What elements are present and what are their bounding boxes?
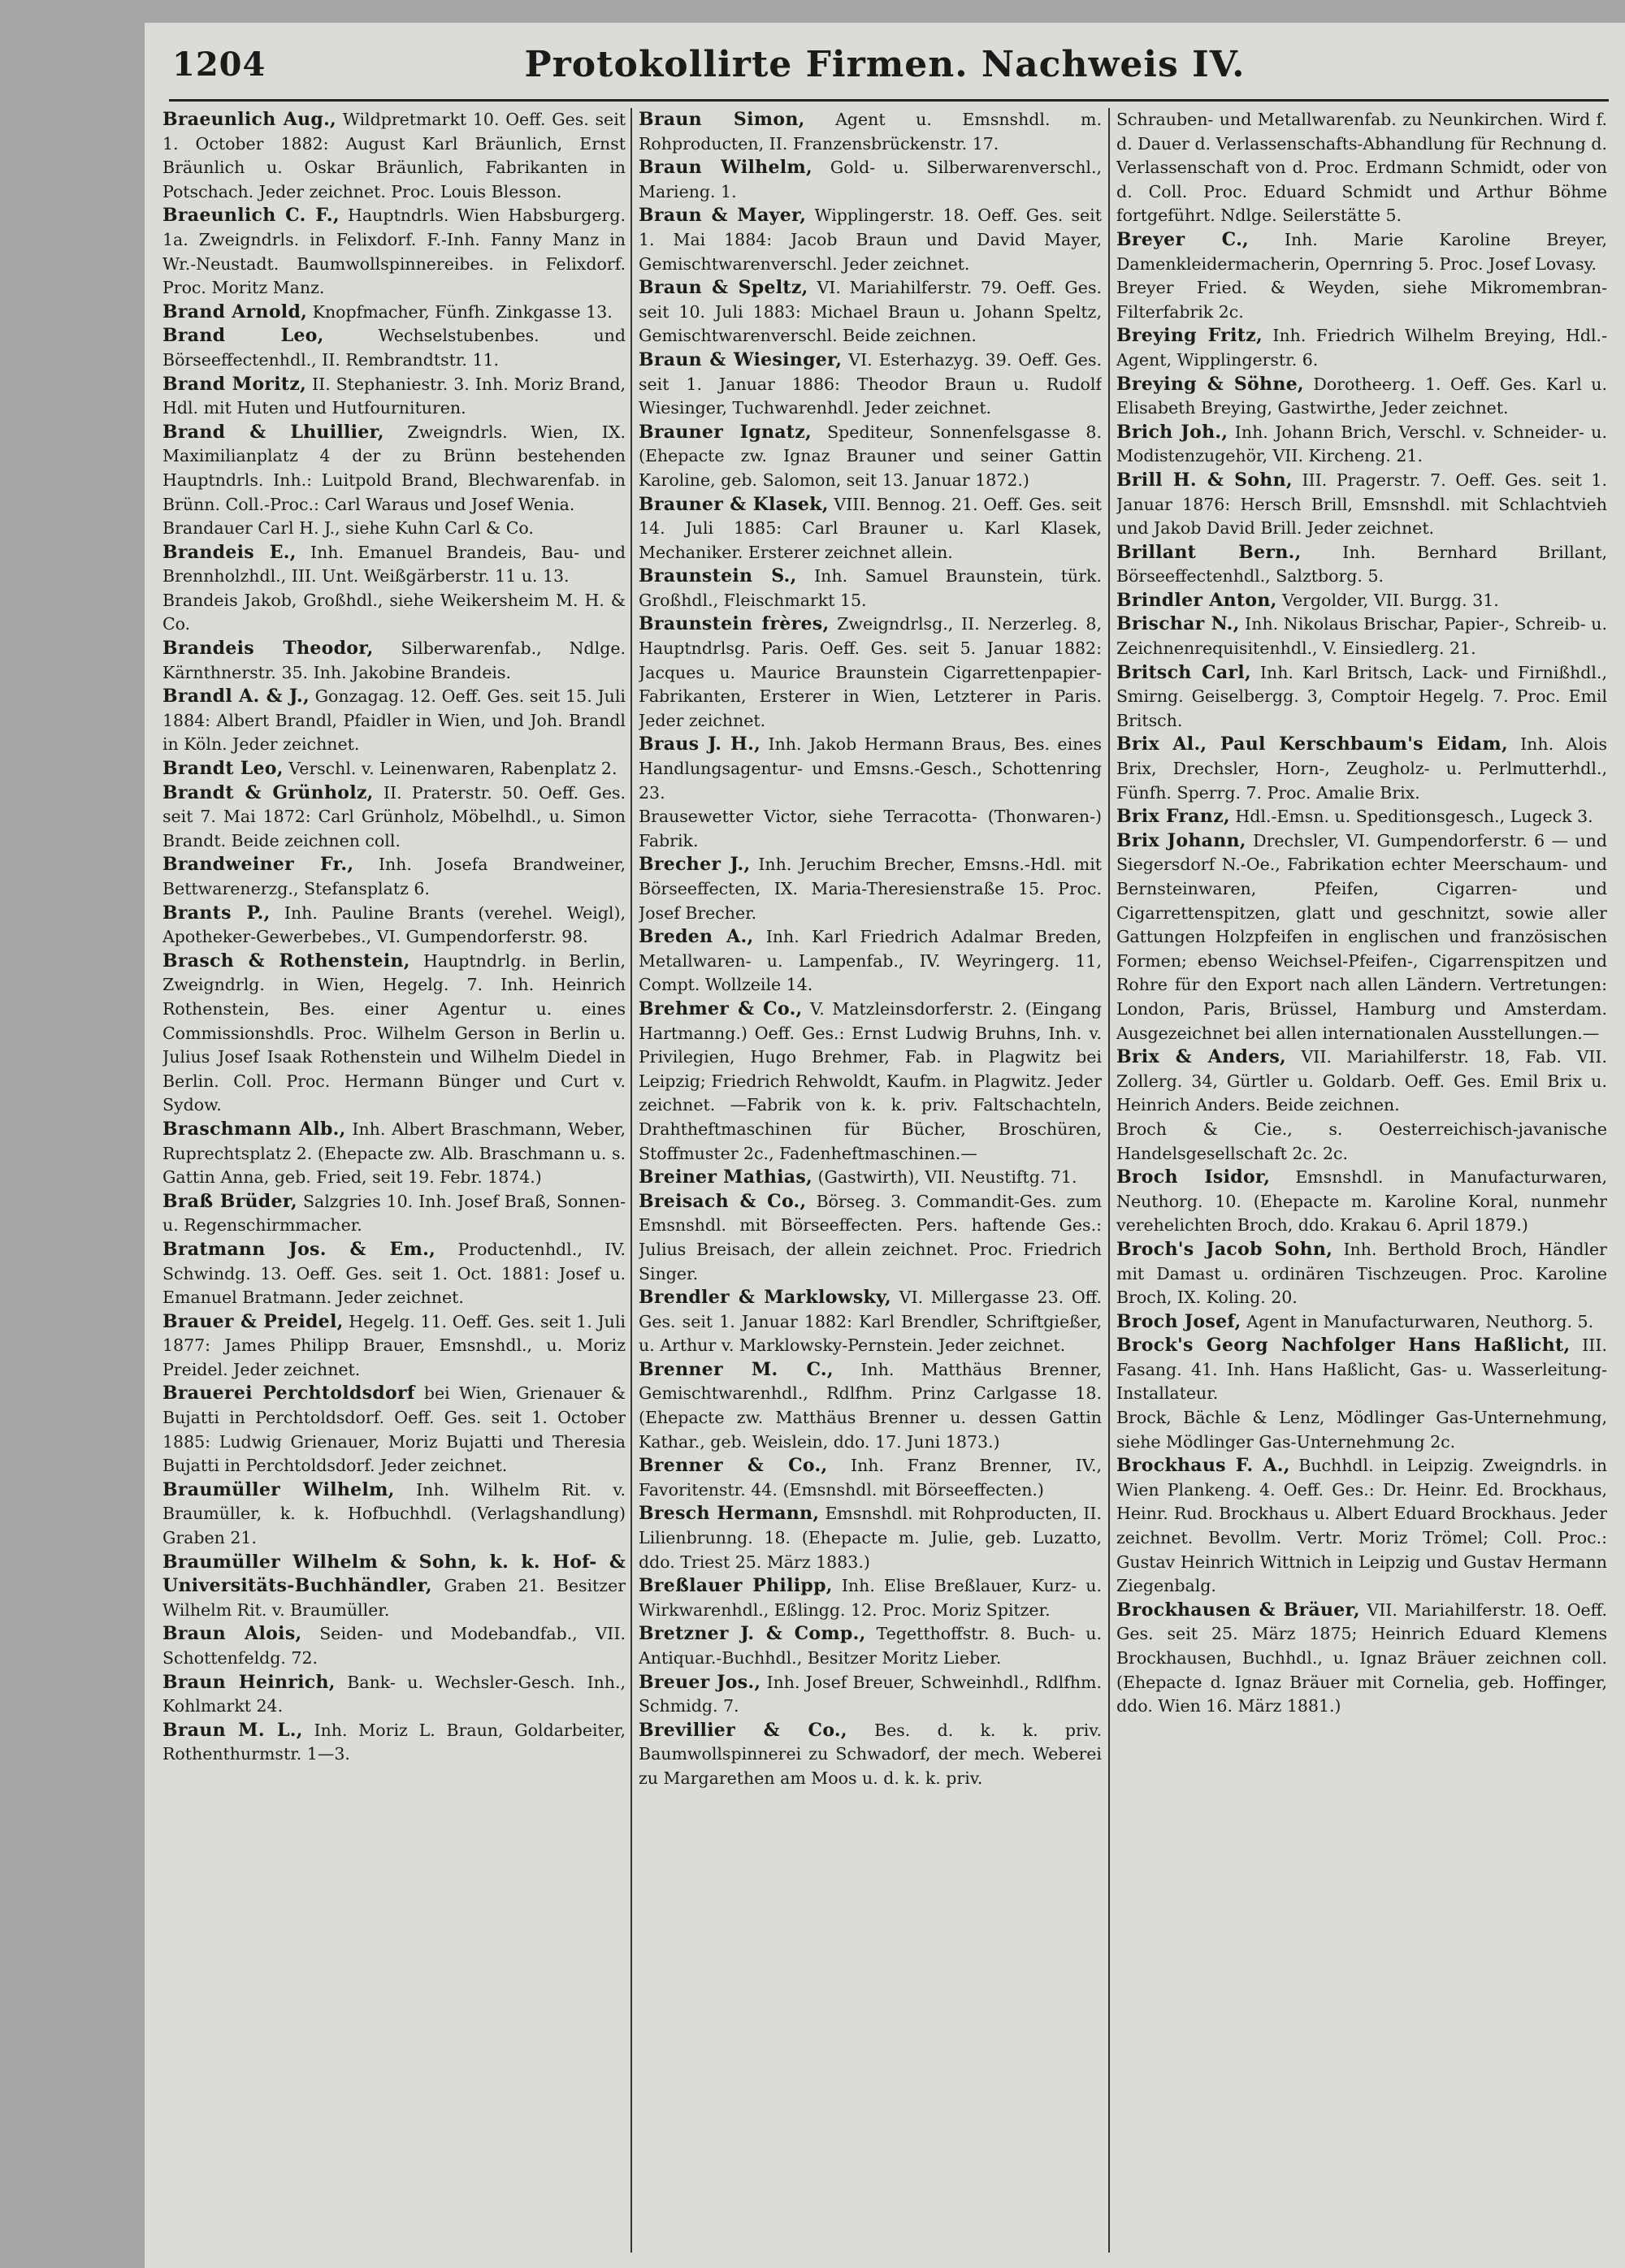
firm-name: Brandeis E.,	[162, 541, 297, 563]
firm-name: Braeunlich Aug.,	[162, 109, 336, 130]
firm-details: Inh. Emanuel Brandeis, Bau- und Brennholzhdl., III. Unt. Weißgärberstr. 11 u. 13.	[162, 542, 626, 586]
firm-details: Schrauben- und Metallwarenfab. zu Neunkirchen. Wird f. d. Dauer d. Verlassenschafts-Abhandlung für Rechnung d. Verlassenschaft von d. Proc. Erdmann Schmidt, oder von d. Coll. Proc. Eduard Schmidt und Arthur Böhme fortgeführt. Ndlge. Seilerstätte 5.	[1116, 110, 1607, 226]
firm-details: Buchhdl. in Leipzig. Zweigndrls. in Wien Plankeng. 4. Oeff. Ges.: Dr. Heinr. Ed. Brockhaus, Heinr. Rud. Brockhaus u. Albert Eduard Brockhaus. Jeder zeichnet. Bevollm. Vertr. Moriz Trömel; Coll. Proc.: Gustav Heinrich Wittnich in Leipzig und Gustav Hermann Ziegenbalg.	[1116, 1456, 1607, 1596]
firm-details: VII. Mariahilferstr. 18, Fab. VII. Zollerg. 34, Gürtler u. Goldarb. Oeff. Ges. Emil Brix u. Heinrich Anders. Beide zeichnen.	[1116, 1047, 1607, 1115]
firm-name: Braun Wilhelm,	[639, 157, 812, 179]
firm-details: Inh. Johann Brich, Verschl. v. Schneider- u. Modistenzugehör, VII. Kircheng. 21.	[1116, 422, 1607, 466]
directory-entry	[1116, 469, 1607, 541]
directory-entry	[639, 276, 1102, 348]
firm-details: Seiden- und Modebandfab., VII. Schottenfeldg. 72.	[162, 1624, 626, 1668]
directory-entry	[162, 1671, 626, 1719]
firm-details: Bes. d. k. k. priv. Baumwollspinnerei zu Schwadorf, der mech. Weberei zu Margarethen am Moos u. d. k. k. priv.	[639, 1720, 1102, 1788]
column-1	[162, 108, 626, 2253]
firm-name: Braun & Wiesinger,	[639, 348, 843, 370]
directory-entry	[1116, 805, 1607, 829]
firm-name: Brand Leo,	[162, 325, 324, 347]
directory-entry	[639, 348, 1102, 421]
firm-name: Brand & Lhuillier,	[162, 421, 384, 443]
firm-name: Brischar N.,	[1116, 613, 1240, 635]
firm-name: Brauner Ignatz,	[639, 421, 812, 443]
directory-page	[145, 23, 1625, 2268]
directory-entry	[1116, 1045, 1607, 1118]
firm-name: Brecher J.,	[639, 854, 751, 876]
firm-details: Inh. Nikolaus Brischar, Papier-, Schreib- u. Zeichnenrequisitenhdl., V. Einsiedlerg. 21.	[1116, 614, 1607, 659]
directory-entry	[639, 612, 1102, 733]
firm-details: Inh. Karl Britsch, Lack- und Firnißhdl., Smirng. Geiselbergg. 3, Comptoir Hegelg. 7. Proc. Emil Britsch.	[1116, 662, 1607, 730]
firm-details: III. Pragerstr. 7. Oeff. Ges. seit 1. Januar 1876: Hersch Brill, Emsnshdl. mit Schlachtvieh und Jakob David Brill. Jeder zeichnet.	[1116, 470, 1607, 539]
page-number: 1204	[172, 45, 266, 84]
firm-name: Brix Al., Paul Kerschbaum's Eidam,	[1116, 734, 1508, 755]
firm-details: Emsnshdl. mit Rohproducten, II. Lilienbrunng. 18. (Ehepacte m. Julie, geb. Luzatto, ddo. Triest 25. März 1883.)	[639, 1504, 1102, 1572]
directory-entry	[162, 301, 626, 325]
firm-name: Brenner M. C.,	[639, 1358, 834, 1380]
directory-entry	[162, 108, 626, 204]
directory-entry	[639, 1574, 1102, 1622]
firm-name: Brindler Anton,	[1116, 589, 1277, 611]
directory-entry	[1116, 733, 1607, 805]
firm-details: V. Matzleinsdorferstr. 2. (Eingang Hartmanng.) Oeff. Ges.: Ernst Ludwig Bruhns, Inh. v. Privilegien, Hugo Brehmer, Fab. in Plagwitz bei Leipzig; Friedrich Rehwoldt, Kaufm. in Plagwitz. Jeder zeichnet. —Fabrik von k. k. priv. Faltschachteln, Drahtheftmaschinen für Bücher, Broschüren, Stoffmuster 2c., Fadenheftmaschinen.—	[639, 998, 1102, 1163]
directory-entry	[162, 1238, 626, 1310]
directory-entry	[1116, 589, 1607, 613]
directory-entry	[1116, 421, 1607, 469]
directory-entry	[162, 685, 626, 757]
directory-entry	[162, 373, 626, 421]
firm-details: VIII. Bennog. 21. Oeff. Ges. seit 14. Juli 1885: Carl Brauner u. Karl Klasek, Mechaniker. Ersterer zeichnet allein.	[639, 494, 1102, 562]
firm-name: Bresch Hermann,	[639, 1503, 820, 1525]
firm-name: Braumüller Wilhelm,	[162, 1478, 395, 1500]
directory-entry	[639, 1671, 1102, 1719]
firm-details: II. Stephaniestr. 3. Inh. Moriz Brand, Hdl. mit Huten und Hutfournituren.	[162, 374, 626, 418]
directory-entry	[162, 1551, 626, 1623]
firm-name: Braun & Mayer,	[639, 205, 807, 227]
firm-name: Brandt Leo,	[162, 758, 284, 780]
firm-name: Breden A.,	[639, 926, 754, 948]
firm-details: Hegelg. 11. Oeff. Ges. seit 1. Juli 1877: James Philipp Brauer, Emsnshdl., u. Moriz Preidel. Jeder zeichnet.	[162, 1311, 626, 1379]
firm-details: Inh. Pauline Brants (verehel. Weigl), Apotheker-Gewerbebes., VI. Gumpendorferstr. 98.	[162, 902, 626, 947]
firm-details: Zweigndrlsg., II. Nerzerleg. 8, Hauptndrlsg. Paris. Oeff. Ges. seit 5. Januar 1882: Jacques u. Maurice Braunstein Cigarrettenpapier-Fabrikanten, Ersterer in Wien, Letzterer in Paris. Jeder zeichnet.	[639, 614, 1102, 730]
directory-entry	[1116, 1310, 1607, 1335]
directory-entry	[1116, 276, 1607, 324]
firm-name: Brix Johann,	[1116, 829, 1246, 851]
firm-details: Inh. Wilhelm Rit. v. Braumüller, k. k. Hofbuchhdl. (Verlagshandlung) Graben 21.	[162, 1479, 626, 1548]
firm-details: Broch & Cie., s. Oesterreichisch-javanische Handelsgesellschaft 2c. 2c.	[1116, 1119, 1607, 1163]
directory-entry	[162, 1719, 626, 1767]
firm-details: Salzgries 10. Inh. Josef Braß, Sonnen- u. Regenschirmmacher.	[162, 1191, 626, 1236]
directory-entry	[162, 1118, 626, 1190]
firm-name: Brandeis Theodor,	[162, 638, 374, 660]
firm-name: Brill H. & Sohn,	[1116, 469, 1293, 491]
directory-entry	[162, 757, 626, 781]
firm-details: Productenhdl., IV. Schwindg. 13. Oeff. Ges. seit 1. Oct. 1881: Josef u. Emanuel Bratmann. Jeder zeichnet.	[162, 1239, 626, 1308]
firm-details: Inh. Josef Breuer, Schweinhdl., Rdlfhm. Schmidg. 7.	[639, 1672, 1102, 1716]
firm-details: Inh. Friedrich Wilhelm Breying, Hdl.-Agent, Wipplingerstr. 6.	[1116, 326, 1607, 370]
directory-entry	[162, 1382, 626, 1478]
firm-name: Braunstein S.,	[639, 565, 797, 587]
directory-entry	[639, 1286, 1102, 1358]
directory-entry	[162, 950, 626, 1118]
directory-entry	[162, 1190, 626, 1238]
firm-details: VII. Mariahilferstr. 18. Oeff. Ges. seit 25. März 1875; Heinrich Eduard Klemens Brockhausen, Buchhdl., u. Ignaz Bräuer zeichnen coll. (Ehepacte d. Ignaz Bräuer mit Cornelia, geb. Hoffinger, ddo. Wien 16. März 1881.)	[1116, 1599, 1607, 1716]
firm-name: Brock's Georg Nachfolger Hans Haßlicht,	[1116, 1335, 1571, 1357]
firm-name: Brauner & Klasek,	[639, 493, 829, 515]
directory-entry	[1116, 324, 1607, 372]
firm-name: Braun Alois,	[162, 1623, 302, 1645]
firm-details: Emsnshdl. in Manufacturwaren, Neuthorg. 10. (Ehepacte m. Karoline Koral, nunmehr verehelichten Broch, ddo. Krakau 6. April 1879.)	[1116, 1167, 1607, 1236]
directory-entry	[1116, 108, 1607, 228]
firm-details: Inh. Albert Braschmann, Weber, Ruprechtsplatz 2. (Ehepacte zw. Alb. Braschmann u. s. Gattin Anna, geb. Fried, seit 19. Febr. 1874.)	[162, 1119, 626, 1188]
directory-entry	[639, 805, 1102, 853]
directory-entry	[639, 1719, 1102, 1791]
firm-details: Inh. Moriz L. Braun, Goldarbeiter, Rothenthurmstr. 1—3.	[162, 1720, 626, 1764]
directory-entry	[162, 1622, 626, 1670]
firm-name: Breying & Söhne,	[1116, 373, 1304, 395]
firm-name: Brix Franz,	[1116, 806, 1230, 828]
directory-entry	[162, 204, 626, 300]
firm-name: Brehmer & Co.,	[639, 998, 803, 1019]
directory-entry	[639, 1358, 1102, 1454]
firm-name: Brauerei Perchtoldsdorf	[162, 1383, 415, 1405]
firm-details: Inh. Alois Brix, Drechsler, Horn-, Zeugholz- u. Perlmutterhdl., Fünfh. Sperrg. 7. Proc. Amalie Brix.	[1116, 734, 1607, 803]
firm-details: Brausewetter Victor, siehe Terracotta- (Thonwaren-) Fabrik.	[639, 807, 1102, 850]
directory-entry	[1116, 661, 1607, 734]
directory-entry	[1116, 1334, 1607, 1406]
directory-entry	[639, 853, 1102, 925]
firm-details: (Gastwirth), VII. Neustiftg. 71.	[817, 1167, 1077, 1188]
firm-name: Braun Simon,	[639, 109, 805, 130]
firm-name: Bratmann Jos. & Em.,	[162, 1238, 436, 1260]
directory-entry	[162, 781, 626, 854]
firm-name: Brenner & Co.,	[639, 1455, 828, 1477]
firm-name: Breßlauer Philipp,	[639, 1575, 833, 1597]
firm-name: Braun Heinrich,	[162, 1671, 336, 1693]
firm-details: Vergolder, VII. Burgg. 31.	[1282, 590, 1499, 610]
firm-details: Brandauer Carl H. J., siehe Kuhn Carl & Co.	[162, 518, 534, 539]
directory-entry	[162, 324, 626, 372]
directory-entry	[639, 1190, 1102, 1286]
firm-details: VI. Esterhazyg. 39. Oeff. Ges. seit 1. Januar 1886: Theodor Braun u. Rudolf Wiesinger, Tuchwarenhdl. Jeder zeichnet.	[639, 349, 1102, 418]
firm-details: Agent in Manufacturwaren, Neuthorg. 5.	[1246, 1311, 1594, 1331]
page-header	[145, 23, 1625, 104]
firm-name: Brich Joh.,	[1116, 421, 1228, 443]
column-3	[1116, 108, 1607, 2253]
directory-entry	[1116, 1454, 1607, 1599]
directory-entry	[1116, 1118, 1607, 1166]
firm-details: Inh. Franz Brenner, IV., Favoritenstr. 44. (Emsnshdl. mit Börseeffecten.)	[639, 1456, 1102, 1500]
firm-details: Dorotheerg. 1. Oeff. Ges. Karl u. Elisabeth Breying, Gastwirthe, Jeder zeichnet.	[1116, 374, 1607, 418]
firm-details: Agent u. Emsnshdl. m. Rohproducten, II. Franzensbrückenstr. 17.	[639, 110, 1102, 154]
directory-entry	[1116, 228, 1607, 276]
firm-details: Inh. Matthäus Brenner, Gemischtwarenhdl., Rdlfhm. Prinz Carlgasse 18. (Ehepacte zw. Matthäus Brenner u. dessen Gattin Kathar., geb. Weislein, ddo. 17. Juni 1873.)	[639, 1359, 1102, 1452]
firm-details: Verschl. v. Leinenwaren, Rabenplatz 2.	[288, 759, 618, 779]
firm-details: Knopfmacher, Fünfh. Zinkgasse 13.	[312, 301, 613, 322]
firm-name: Brockhaus F. A.,	[1116, 1455, 1290, 1477]
firm-details: Wildpretmarkt 10. Oeff. Ges. seit 1. October 1882: August Karl Bräunlich, Ernst Bräunlich u. Oskar Bräunlich, Fabrikanten in Potschach. Jeder zeichnet. Proc. Louis Blesson.	[162, 110, 626, 201]
header-rule	[169, 99, 1609, 102]
directory-entry	[1116, 373, 1607, 421]
firm-name: Brix & Anders,	[1116, 1046, 1286, 1068]
directory-entry	[1116, 1406, 1607, 1454]
firm-name: Broch's Jacob Sohn,	[1116, 1238, 1333, 1260]
firm-details: Inh. Karl Friedrich Adalmar Breden, Metallwaren- u. Lampenfab., IV. Weyringerg. 11, Compt. Wollzeile 14.	[639, 927, 1102, 995]
firm-name: Braus J. H.,	[639, 734, 761, 755]
directory-entry	[162, 637, 626, 685]
directory-entry	[162, 853, 626, 901]
firm-details: Gold- u. Silberwarenverschl., Marieng. 1.	[639, 158, 1102, 201]
firm-name: Brand Arnold,	[162, 301, 308, 322]
firm-name: Brauer & Preidel,	[162, 1310, 344, 1332]
column-divider	[630, 108, 632, 2253]
directory-entry	[162, 421, 626, 517]
directory-entry	[1116, 829, 1607, 1045]
firm-details: Drechsler, VI. Gumpendorferstr. 6 — und Siegersdorf N.-Oe., Fabrikation echter Meerschaum- und Bernsteinwaren, Pfeifen, Cigarren- und Cigarrettenspitzen, glatt und geschnitzt, sowie aller Gattungen Holzpfeifen in englischen und französischen Formen; ebenso Weichsel-Pfeifen-, Cigarrenspitzen und Rohre für den Export nach allen Ländern. Vertretungen: London, Paris, Brüssel, Hamburg und Amsterdam. Ausgezeichnet bei allen internationalen Ausstellungen.—	[1116, 830, 1607, 1043]
firm-details: Inh. Marie Karoline Breyer, Damenkleidermacherin, Opernring 5. Proc. Josef Lovasy.	[1116, 229, 1607, 274]
firm-name: Braschmann Alb.,	[162, 1118, 346, 1140]
directory-entry	[639, 925, 1102, 998]
firm-details: Graben 21. Besitzer Wilhelm Rit. v. Braumüller.	[162, 1576, 626, 1620]
directory-entry	[162, 902, 626, 950]
firm-name: Brandt & Grünholz,	[162, 781, 374, 803]
firm-name: Braun & Speltz,	[639, 277, 808, 299]
directory-entry	[639, 1454, 1102, 1502]
directory-entry	[639, 1622, 1102, 1670]
firm-details: Breyer Fried. & Weyden, siehe Mikromembran-Filterfabrik 2c.	[1116, 278, 1607, 322]
firm-name: Bretzner J. & Comp.,	[639, 1623, 866, 1645]
directory-entry	[1116, 1238, 1607, 1310]
firm-details: Inh. Josefa Brandweiner, Bettwarenerzg., Stefansplatz 6.	[162, 855, 626, 898]
firm-details: Inh. Jeruchim Brecher, Emsns.-Hdl. mit Börseeffecten, IX. Maria-Theresienstraße 15. Proc. Josef Brecher.	[639, 855, 1102, 923]
firm-details: Brandeis Jakob, Großhdl., siehe Weikersheim M. H. & Co.	[162, 590, 626, 634]
firm-name: Braumüller Wilhelm & Sohn, k. k. Hof- & Universitäts-Buchhändler,	[162, 1551, 626, 1597]
firm-name: Braß Brüder,	[162, 1190, 298, 1212]
firm-details: Hdl.-Emsn. u. Speditionsgesch., Lugeck 3.	[1235, 807, 1593, 827]
page-title: Protokollirte Firmen. Nachweis IV.	[524, 44, 1246, 85]
firm-name: Breying Fritz,	[1116, 325, 1263, 347]
directory-entry	[639, 156, 1102, 204]
firm-name: Braun M. L.,	[162, 1719, 303, 1741]
firm-details: Inh. Jakob Hermann Braus, Bes. eines Handlungsagentur- und Emsns.-Gesch., Schottenring 23.	[639, 734, 1102, 803]
firm-details: Wipplingerstr. 18. Oeff. Ges. seit 1. Mai 1884: Jacob Braun und David Mayer, Gemischtwarenverschl. Jeder zeichnet.	[639, 206, 1102, 274]
directory-entry	[639, 565, 1102, 612]
firm-name: Braeunlich C. F.,	[162, 205, 340, 227]
directory-entry	[1116, 1599, 1607, 1719]
firm-name: Brandweiner Fr.,	[162, 854, 354, 876]
directory-entry	[162, 589, 626, 637]
firm-name: Broch Josef,	[1116, 1310, 1242, 1332]
firm-details: Börseg. 3. Commandit-Ges. zum Emsnshdl. mit Börseeffecten. Pers. haftende Ges.: Julius Breisach, der allein zeichnet. Proc. Friedrich Singer.	[639, 1191, 1102, 1283]
firm-name: Brillant Bern.,	[1116, 541, 1302, 563]
firm-details: III. Fasang. 41. Inh. Hans Haßlicht, Gas- u. Wasserleitung-Installateur.	[1116, 1335, 1607, 1404]
firm-name: Breisach & Co.,	[639, 1190, 807, 1212]
firm-details: VI. Millergasse 23. Off. Ges. seit 1. Januar 1882: Karl Brendler, Schriftgießer, u. Arthur v. Marklowsky-Pernstein. Jeder zeichnet.	[639, 1288, 1102, 1356]
firm-name: Braunstein frères,	[639, 613, 830, 635]
firm-details: Gonzagag. 12. Oeff. Ges. seit 15. Juli 1884: Albert Brandl, Pfaidler in Wien, und Joh. Brandl in Köln. Jeder zeichnet.	[162, 686, 626, 755]
directory-entry	[639, 1166, 1102, 1190]
firm-details: Inh. Elise Breßlauer, Kurz- u. Wirkwarenhdl., Eßlingg. 12. Proc. Moriz Spitzer.	[639, 1576, 1102, 1620]
directory-entry	[162, 1478, 626, 1551]
firm-details: Silberwarenfab., Ndlge. Kärnthnerstr. 35. Inh. Jakobine Brandeis.	[162, 638, 626, 682]
directory-entry	[639, 204, 1102, 276]
firm-name: Brandl A. & J.,	[162, 686, 310, 708]
firm-details: Bank- u. Wechsler-Gesch. Inh., Kohlmarkt 24.	[162, 1672, 626, 1716]
directory-entry	[162, 517, 626, 541]
firm-details: Wechselstubenbes. und Börseeffectenhdl., II. Rembrandtstr. 11.	[162, 326, 626, 370]
directory-entry	[639, 998, 1102, 1166]
firm-name: Broch Isidor,	[1116, 1166, 1271, 1188]
directory-entry	[639, 421, 1102, 493]
firm-details: Brock, Bächle & Lenz, Mödlinger Gas-Unternehmung, siehe Mödlinger Gas-Unternehmung 2c.	[1116, 1408, 1607, 1452]
firm-name: Breiner Mathias,	[639, 1166, 813, 1188]
firm-details: VI. Mariahilferstr. 79. Oeff. Ges. seit 10. Juli 1883: Michael Braun u. Johann Speltz, Gemischtwarenverschl. Beide zeichnen.	[639, 278, 1102, 346]
firm-name: Brockhausen & Bräuer,	[1116, 1599, 1360, 1621]
firm-details: Inh. Samuel Braunstein, türk. Großhdl., Fleischmarkt 15.	[639, 566, 1102, 610]
directory-entry	[1116, 541, 1607, 589]
firm-details: Zweigndrls. Wien, IX. Maximilianplatz 4 der zu Brünn bestehenden Hauptndrls. Inh.: Luitpold Brand, Blechwarenfab. in Brünn. Coll.-Proc.: Carl Waraus und Josef Wenia.	[162, 422, 626, 514]
firm-name: Brants P.,	[162, 902, 271, 924]
column-2	[639, 108, 1102, 2253]
firm-details: Inh. Berthold Broch, Händler mit Damast u. ordinären Tischzeugen. Proc. Karoline Broch, IX. Koling. 20.	[1116, 1239, 1607, 1308]
firm-details: Spediteur, Sonnenfelsgasse 8. (Ehepacte zw. Ignaz Brauner und seiner Gattin Karoline, geb. Salomon, seit 13. Januar 1872.)	[639, 422, 1102, 490]
firm-details: bei Wien, Grienauer & Bujatti in Perchtoldsdorf. Oeff. Ges. seit 1. October 1885: Ludwig Grienauer, Moriz Bujatti und Theresia Bujatti in Perchtoldsdorf. Jeder zeichnet.	[162, 1383, 626, 1476]
directory-entry	[162, 541, 626, 589]
firm-details: Hauptndrlg. in Berlin, Zweigndrlg. in Wien, Hegelg. 7. Inh. Heinrich Rothenstein, Bes. einer Agentur u. eines Commissionshdls. Proc. Wilhelm Gerson in Berlin u. Julius Josef Isaak Rothenstein und Wilhelm Diedel in Berlin. Coll. Proc. Hermann Bünger und Curt v. Sydow.	[162, 950, 626, 1115]
directory-entry	[639, 733, 1102, 805]
directory-entry	[639, 1502, 1102, 1574]
directory-entry	[1116, 612, 1607, 660]
column-divider	[1108, 108, 1110, 2253]
firm-details: Tegetthoffstr. 8. Buch- u. Antiquar.-Buchhdl., Besitzer Moritz Lieber.	[639, 1624, 1102, 1668]
firm-name: Brasch & Rothenstein,	[162, 950, 410, 972]
directory-entry	[639, 493, 1102, 565]
firm-name: Brevillier & Co.,	[639, 1719, 847, 1741]
firm-name: Breyer C.,	[1116, 228, 1249, 250]
directory-entry	[639, 108, 1102, 156]
directory-entry	[162, 1310, 626, 1383]
firm-details: II. Praterstr. 50. Oeff. Ges. seit 7. Mai 1872: Carl Grünholz, Möbelhdl., u. Simon Brandt. Beide zeichnen coll.	[162, 782, 626, 850]
firm-name: Britsch Carl,	[1116, 661, 1251, 683]
firm-details: Hauptndrls. Wien Habsburgerg. 1a. Zweigndrls. in Felixdorf. F.-Inh. Fanny Manz in Wr.-Neustadt. Baumwollspinnereibes. in Felixdorf. Proc. Moritz Manz.	[162, 206, 626, 298]
firm-name: Breuer Jos.,	[639, 1671, 761, 1693]
firm-name: Brendler & Marklowsky,	[639, 1287, 891, 1309]
directory-entry	[1116, 1166, 1607, 1238]
firm-name: Brand Moritz,	[162, 373, 307, 395]
firm-details: Inh. Bernhard Brillant, Börseeffectenhdl., Salztborg. 5.	[1116, 542, 1607, 586]
